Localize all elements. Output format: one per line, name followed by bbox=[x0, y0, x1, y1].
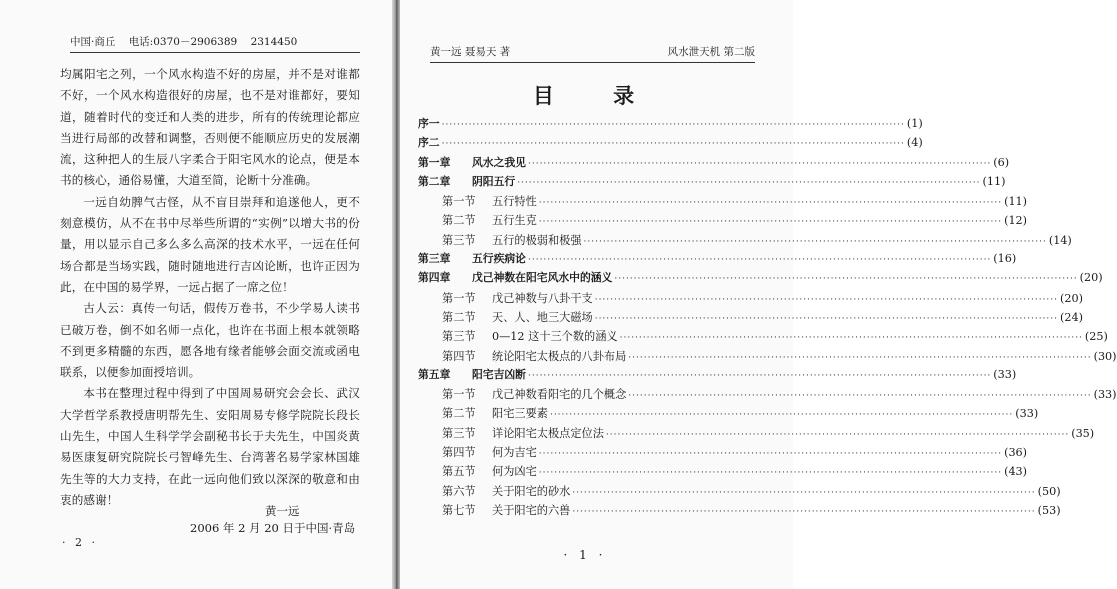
toc-section-entry bbox=[418, 290, 1083, 309]
toc-leader-dots: ························································································································ bbox=[614, 274, 1078, 285]
toc-entry-title: 戊己神数看阳宅的几个概念 bbox=[492, 388, 627, 402]
toc-entry-page: (16) bbox=[993, 252, 1017, 266]
toc-entry-number: 第三章 bbox=[418, 252, 451, 266]
header-authors: 黄一远 聂易天 著 bbox=[430, 46, 511, 58]
toc-section-entry bbox=[418, 483, 1061, 502]
toc-leader-dots: ························································································································ bbox=[441, 139, 905, 150]
toc-entry-number: 第四章 bbox=[418, 271, 451, 285]
toc-entry-number: 第四节 bbox=[442, 349, 476, 363]
toc-leader-dots: ························································································································ bbox=[527, 158, 992, 169]
toc-section-entry bbox=[418, 232, 1072, 251]
toc-entry-title: 何为吉宅 bbox=[492, 446, 537, 460]
toc-entry-label bbox=[418, 135, 440, 150]
toc-entry-label bbox=[418, 386, 626, 402]
toc-entry-number: 第四节 bbox=[442, 446, 476, 460]
toc-entry-page: (53) bbox=[1037, 503, 1061, 517]
toc-entry-number: 第二节 bbox=[442, 407, 476, 421]
toc-entry-number: 序一 bbox=[418, 117, 440, 130]
toc-section-entry bbox=[418, 444, 1028, 463]
toc-leader-dots: ························································································································ bbox=[549, 410, 1014, 421]
toc-leader-dots: ························································································································ bbox=[594, 313, 1059, 324]
toc-leader-dots: ························································································································ bbox=[605, 429, 1070, 440]
toc-entry-title: 戊己神数与八卦干支 bbox=[492, 291, 593, 305]
toc-entry-label bbox=[418, 116, 440, 131]
toc-leader-dots: ························································································································ bbox=[517, 177, 981, 188]
toc-entry-label bbox=[418, 425, 604, 441]
toc-leader-dots: ························································································································ bbox=[583, 236, 1047, 247]
toc-entry-title: 关于阳宅的砂水 bbox=[492, 484, 571, 498]
toc-entry-number: 第一节 bbox=[442, 291, 476, 305]
toc-entry-label bbox=[418, 174, 515, 189]
toc-entry-number: 第七节 bbox=[442, 503, 476, 517]
toc-section-entry bbox=[418, 502, 1061, 521]
toc-chapter-entry bbox=[418, 155, 1010, 174]
paragraph-3: 古人云：真传一句话，假传万卷书，不少学易人读书已破万卷，倒不如名师一点化，也许在书面上根本就领略不到更多精髓的东西，愿各地有缘者能够会面交流或函电联系，以便参加面授培训。 bbox=[60, 301, 360, 380]
toc-entry-number: 第三节 bbox=[442, 233, 476, 247]
toc-leader-dots: ························································································································ bbox=[527, 255, 992, 266]
toc-entry-page: (30) bbox=[1093, 349, 1117, 363]
toc-entry-page: (33) bbox=[1015, 407, 1039, 421]
toc-entry-label bbox=[418, 232, 582, 248]
toc-chapter-entry bbox=[418, 251, 1017, 270]
toc-leader-dots: ························································································································ bbox=[538, 449, 1003, 460]
toc-section-entry bbox=[418, 309, 1083, 328]
toc-section-entry bbox=[418, 193, 1028, 212]
toc-entry-page: (6) bbox=[993, 155, 1010, 169]
toc-leader-dots: ························································································································ bbox=[538, 217, 1003, 228]
toc-entry-label bbox=[418, 463, 537, 479]
toc-entry-title: 五行的极弱和极强 bbox=[492, 233, 582, 247]
paragraph-2: 一远自幼脾气古怪，从不盲目崇拜和追遂他人，更不刻意模仿，从不在书中尽举些所谓的“实例”以增大书的份量，用以显示自己多么多么高深的技术水平，一远在任何场合都是当场实践，随时随地进行吉凶论断，也许正因为此，在中国的易学界，一远占据了一席之位！ bbox=[60, 194, 360, 294]
toc-entry-label bbox=[418, 328, 618, 344]
header-phone-2: 2314450 bbox=[250, 36, 298, 48]
date-line: 2006 年 2 月 20 日于中国·青岛 bbox=[190, 521, 356, 535]
right-page-number: · 1 · bbox=[563, 548, 607, 562]
toc-entry-page: (50) bbox=[1037, 484, 1061, 498]
toc-entry-page: (14) bbox=[1048, 233, 1072, 247]
toc-leader-dots: ························································································································ bbox=[619, 333, 1083, 344]
toc-entry-number: 第五节 bbox=[442, 465, 476, 479]
toc-entry-number: 第一节 bbox=[442, 388, 476, 402]
toc-entry-title: 五行特性 bbox=[492, 195, 537, 209]
right-page bbox=[400, 0, 1117, 589]
header-location: 中国·商丘 bbox=[70, 36, 116, 48]
toc-entry-number: 第二节 bbox=[442, 214, 476, 228]
toc-entry-page: (33) bbox=[993, 367, 1017, 381]
toc-entry-title: 何为凶宅 bbox=[492, 465, 537, 479]
toc-entry-page: (12) bbox=[1004, 214, 1028, 228]
toc-entry-title: 五行疾病论 bbox=[472, 252, 526, 266]
toc-leader-dots: ························································································································ bbox=[538, 468, 1003, 479]
toc-entry-page: (1) bbox=[906, 117, 923, 130]
right-page-header bbox=[430, 44, 755, 63]
toc-entry-page: (11) bbox=[982, 174, 1006, 188]
toc-chapter-entry bbox=[418, 135, 923, 154]
book-gutter bbox=[392, 0, 400, 589]
toc-entry-title: 0—12 这十三个数的涵义 bbox=[492, 330, 618, 344]
toc-entry-title: 阴阳五行 bbox=[472, 174, 516, 188]
toc-entry-label bbox=[418, 155, 526, 170]
table-of-contents bbox=[418, 116, 1117, 521]
left-page-number: · 2 · bbox=[62, 536, 98, 549]
header-book-title: 风水泄天机 第二版 bbox=[667, 46, 755, 58]
toc-chapter-entry bbox=[418, 367, 1017, 386]
toc-entry-number: 第一节 bbox=[442, 195, 476, 209]
toc-entry-label bbox=[418, 309, 593, 325]
toc-entry-title: 统论阳宅太极点的八卦布局 bbox=[492, 349, 627, 363]
toc-entry-page: (35) bbox=[1071, 426, 1095, 440]
toc-section-entry bbox=[418, 348, 1117, 367]
left-page bbox=[0, 0, 392, 589]
toc-entry-page: (43) bbox=[1004, 465, 1028, 479]
toc-entry-number: 第五章 bbox=[418, 367, 451, 381]
toc-entry-page: (24) bbox=[1060, 310, 1083, 324]
toc-entry-number: 第三节 bbox=[442, 330, 476, 344]
toc-entry-page: (11) bbox=[1004, 195, 1028, 209]
toc-entry-number: 序二 bbox=[418, 136, 440, 150]
toc-entry-title: 详论阳宅太极点定位法 bbox=[492, 426, 604, 440]
toc-leader-dots: ························································································································ bbox=[628, 391, 1092, 402]
toc-entry-label bbox=[418, 290, 593, 306]
toc-leader-dots: ························································································································ bbox=[572, 506, 1036, 517]
toc-entry-label bbox=[418, 444, 537, 460]
toc-entry-title: 阳宅三要素 bbox=[492, 407, 548, 421]
toc-entry-label bbox=[418, 405, 548, 421]
toc-entry-label bbox=[418, 483, 570, 499]
toc-entry-number: 第三节 bbox=[442, 426, 476, 440]
toc-entry-label bbox=[418, 367, 526, 382]
toc-entry-label bbox=[418, 212, 537, 228]
toc-leader-dots: ························································································································ bbox=[572, 487, 1036, 498]
toc-entry-title: 阳宅吉凶断 bbox=[472, 367, 526, 381]
toc-entry-label bbox=[418, 348, 626, 364]
toc-section-entry bbox=[418, 463, 1028, 482]
toc-section-entry bbox=[418, 212, 1028, 231]
toc-entry-title: 关于阳宅的六兽 bbox=[492, 503, 571, 517]
toc-entry-page: (36) bbox=[1004, 446, 1028, 460]
toc-entry-number: 第二节 bbox=[442, 310, 476, 324]
header-phone: 电话:0370－2906389 bbox=[128, 36, 238, 48]
toc-leader-dots: ························································································································ bbox=[527, 370, 992, 381]
toc-entry-number: 第一章 bbox=[418, 155, 451, 169]
toc-entry-title: 风水之我见 bbox=[472, 155, 526, 169]
toc-entry-label bbox=[418, 251, 526, 266]
toc-section-entry bbox=[418, 405, 1039, 424]
toc-entry-title: 五行生克 bbox=[492, 214, 537, 228]
toc-leader-dots: ························································································································ bbox=[594, 294, 1059, 305]
toc-section-entry bbox=[418, 425, 1095, 444]
signature: 黄一远 bbox=[265, 504, 300, 518]
toc-entry-label bbox=[418, 193, 537, 209]
left-page-body bbox=[60, 64, 360, 511]
toc-entry-page: (33) bbox=[1093, 388, 1117, 402]
toc-chapter-entry bbox=[418, 174, 1006, 193]
toc-entry-page: (4) bbox=[906, 136, 923, 150]
toc-entry-page: (20) bbox=[1079, 271, 1103, 285]
toc-entry-page: (25) bbox=[1084, 330, 1108, 344]
toc-leader-dots: ························································································································ bbox=[441, 120, 905, 130]
paragraph-1: 均属阳宅之列，一个风水构造不好的房屋，并不是对谁都不好，一个风水构造很好的房屋，也不是对谁都好，要知道，随着时代的变迁和人类的进步，所有的传统理论都应当进行局部的改替和调整，否则便不能顺应历史的发展潮流，这种把人的生辰八字柔合于阳宅风水的论点，便是本书的核心，通俗易懂，大道至简，论断十分准确。 bbox=[60, 67, 360, 188]
toc-entry-title: 戊己神数在阳宅风水中的涵义 bbox=[472, 271, 613, 285]
toc-entry-number: 第二章 bbox=[418, 174, 451, 188]
toc-chapter-entry bbox=[418, 116, 923, 135]
toc-title: 目 录 bbox=[532, 84, 661, 108]
toc-entry-label bbox=[418, 270, 612, 285]
toc-section-entry bbox=[418, 328, 1108, 347]
toc-chapter-entry bbox=[418, 270, 1103, 289]
paragraph-4: 本书在整理过程中得到了中国周易研究会会长、武汉大学哲学系教授唐明帮先生、安阳周易专修学院院长段长山先生，中国人生科学学会副秘书长于夫先生，中国炎黄易医康复研究院院长弓智峰先生、台湾著名易学家林国雄先生等的大力支持，在此一远向他们致以深深的敬意和由衷的感谢！ bbox=[60, 386, 360, 507]
toc-entry-label bbox=[418, 502, 570, 518]
toc-entry-page: (20) bbox=[1060, 291, 1083, 305]
toc-leader-dots: ························································································································ bbox=[538, 198, 1003, 209]
left-page-header bbox=[70, 34, 360, 53]
toc-entry-number: 第六节 bbox=[442, 484, 476, 498]
toc-section-entry bbox=[418, 386, 1117, 405]
toc-leader-dots: ························································································································ bbox=[628, 352, 1092, 363]
toc-entry-title: 天、人、地三大磁场 bbox=[492, 310, 593, 324]
